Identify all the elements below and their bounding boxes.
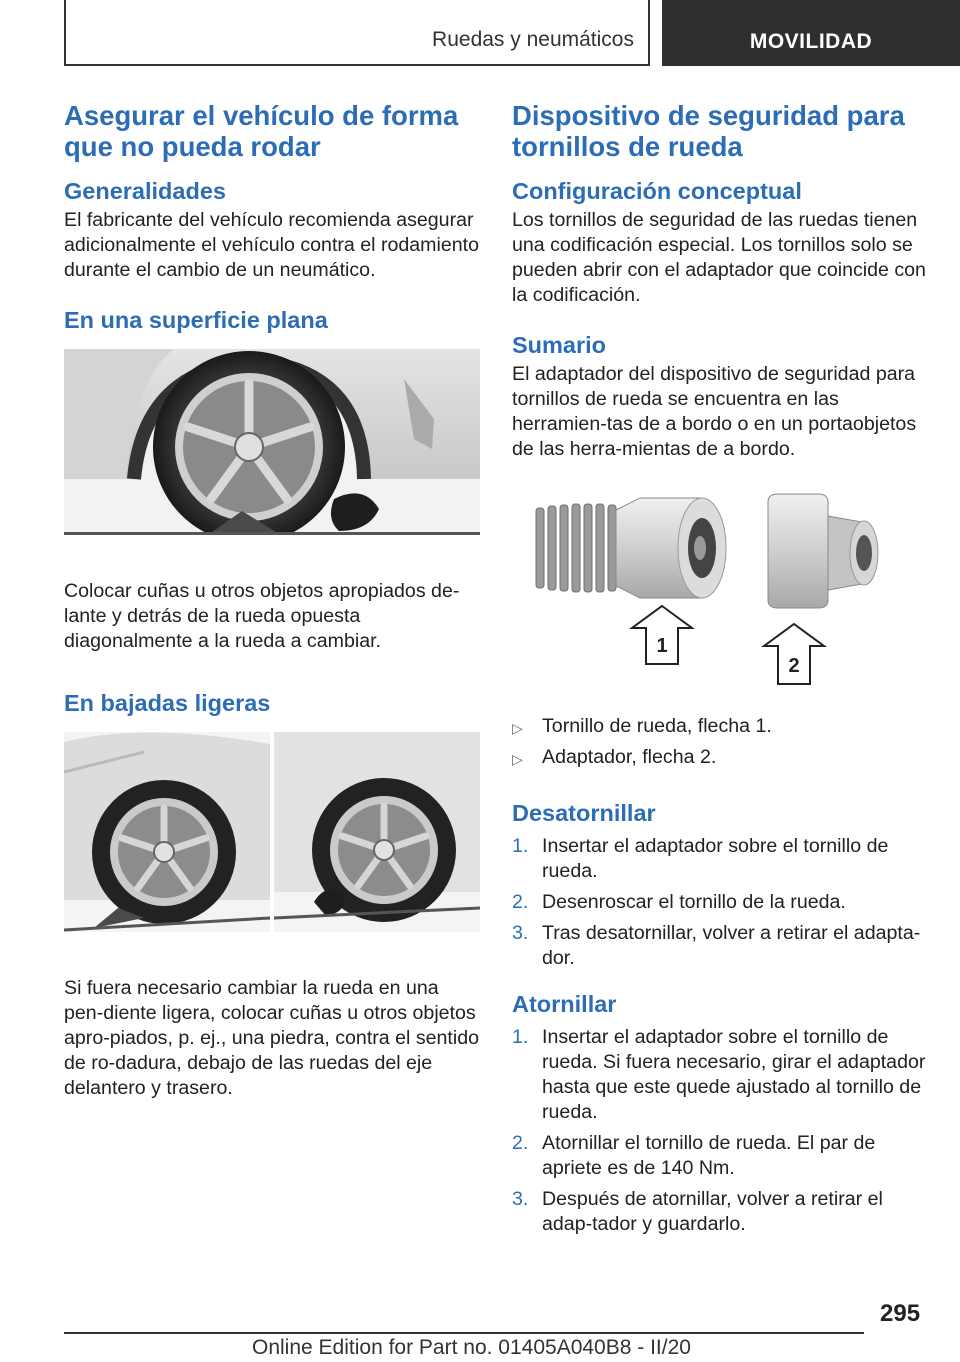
section-title: Ruedas y neumáticos <box>432 28 634 51</box>
subheading-unscrew: Desatornillar <box>512 800 656 826</box>
figure-flat-surface <box>64 349 480 535</box>
figure-slight-slope <box>64 732 480 932</box>
figure-bolt-adapter <box>512 488 928 708</box>
list-item: ▷ Adaptador, flecha 2. <box>512 745 928 770</box>
section-heading-wheel-lock: Dispositivo de seguridad para tornillos de rueda <box>512 100 905 162</box>
slope-chock-image <box>64 732 480 932</box>
triangle-bullet-icon: ▷ <box>512 720 523 736</box>
left-column <box>64 100 480 1101</box>
subheading-slight-slope: En bajadas ligeras <box>64 690 271 716</box>
page-number: 295 <box>880 1300 921 1327</box>
unscrew-steps <box>512 834 928 971</box>
subheading-concept: Configuración conceptual <box>512 178 802 204</box>
screw-steps <box>512 1025 928 1237</box>
list-item: 1. Insertar el adaptador sobre el tornillo de rueda. Si fuera necesario, girar el adaptador hasta que este quede ajustado al tornillo de rueda. <box>512 1026 926 1123</box>
subheading-screw: Atornillar <box>512 991 617 1017</box>
figure-label-1: 1 <box>656 635 668 657</box>
lock-bolt-adapter-image <box>512 488 928 708</box>
ground-line <box>64 532 480 535</box>
subheading-general: Generalidades <box>64 178 226 204</box>
paragraph-summary: El adaptador del dispositivo de seguridad para tornillos de rueda se encuentra en las herramien-tas de a bordo o en un portaobjetos de las herra-mientas de a bordo. <box>512 363 917 460</box>
list-item: 1. Insertar el adaptador sobre el tornillo de rueda. <box>512 835 889 882</box>
list-item: 3. Tras desatornillar, volver a retirar el adapta-dor. <box>512 922 921 969</box>
section-heading-immobilize: Asegurar el vehículo de forma que no pueda rodar <box>64 100 459 162</box>
paragraph-slight-slope: Si fuera necesario cambiar la rueda en una pen-diente ligera, colocar cuñas u otros objetos apro-piados, p. ej., una piedra, contra el sentido de ro-dadura, debajo de las ruedas del eje delantero y trasero. <box>64 977 479 1099</box>
chapter-tab[interactable]: MOVILIDAD <box>662 0 960 66</box>
paragraph-concept: Los tornillos de seguridad de las ruedas tienen una codificación especial. Los tornillos solo se pueden abrir con el adaptador que coincide con la codificación. <box>512 209 926 306</box>
subheading-flat-surface: En una superficie plana <box>64 307 328 333</box>
list-item: 3. Después de atornillar, volver a retirar el adap-tador y guardarlo. <box>512 1188 883 1235</box>
wheel-chock-image <box>64 349 480 535</box>
list-item: ▷ Tornillo de rueda, flecha 1. <box>512 714 928 739</box>
figure-label-2: 2 <box>788 655 800 677</box>
paragraph-flat-surface: Colocar cuñas u otros objetos apropiados de-lante y detrás de la rueda opuesta diagonalmente a la rueda a cambiar. <box>64 580 460 652</box>
figure-legend-list <box>512 714 928 770</box>
footer-divider <box>64 1332 864 1334</box>
list-item: 2. Atornillar el tornillo de rueda. El par de apriete es de 140 Nm. <box>512 1132 876 1179</box>
triangle-bullet-icon: ▷ <box>512 751 523 767</box>
right-column <box>512 100 928 1243</box>
subheading-summary: Sumario <box>512 332 607 358</box>
footer-edition: Online Edition for Part no. 01405A040B8 - II/20 <box>252 1336 691 1359</box>
paragraph-general: El fabricante del vehículo recomienda asegurar adicionalmente el vehículo contra el rodamiento durante el cambio de un neumático. <box>64 209 479 281</box>
list-item: 2. Desenroscar el tornillo de la rueda. <box>512 891 846 913</box>
